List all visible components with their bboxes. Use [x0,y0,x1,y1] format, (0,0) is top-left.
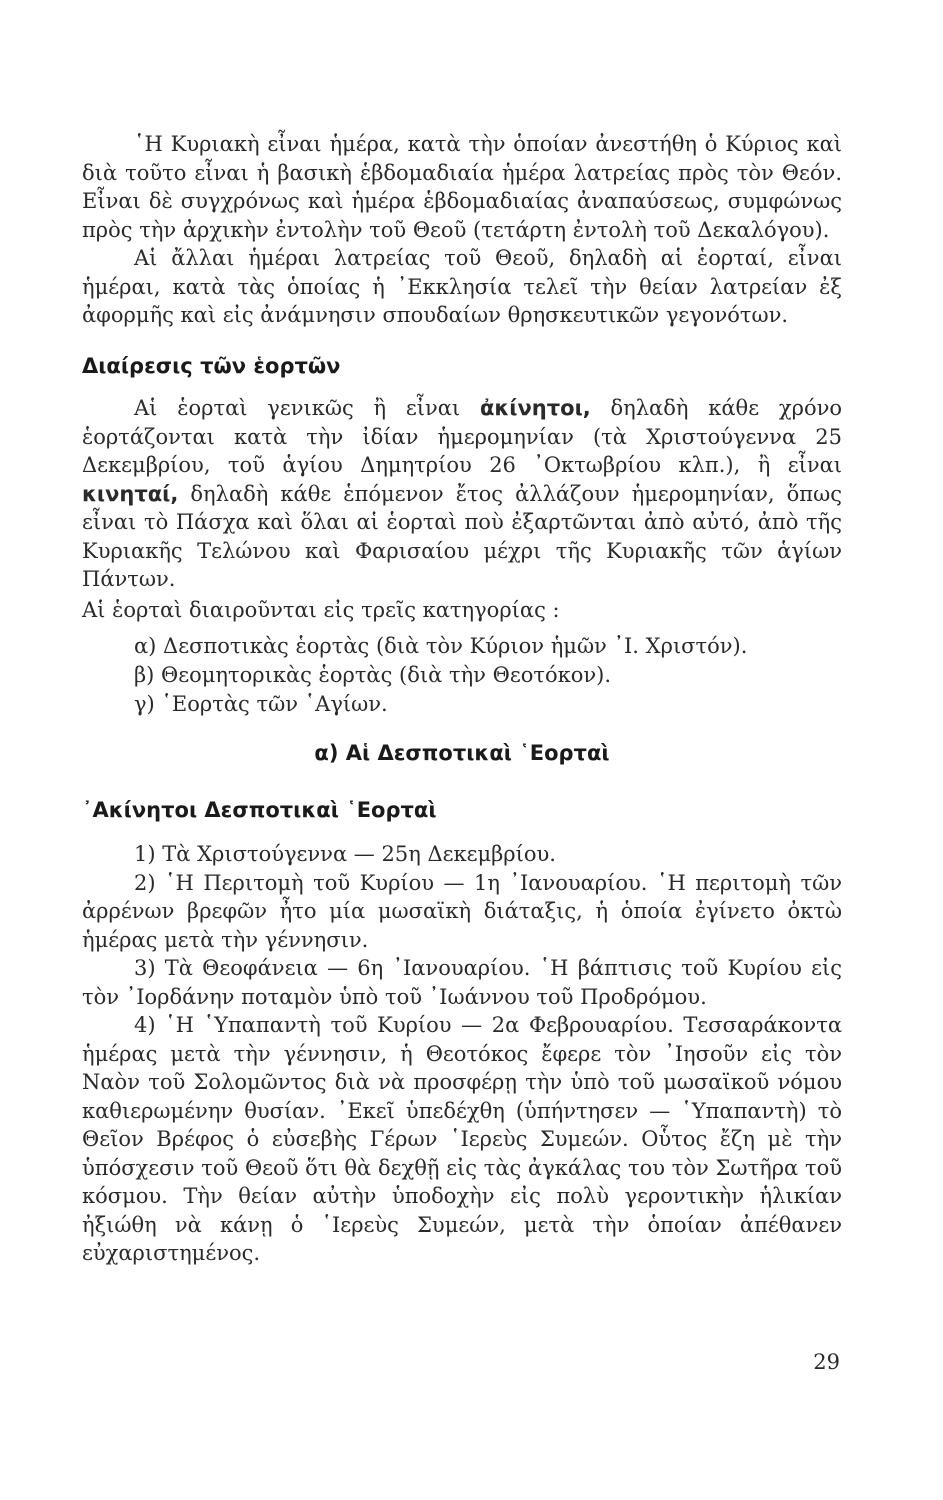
text-span: δηλαδὴ κάθε χρόνο ἑορτάζονται κατὰ τὴν ἰδίαν ἡμερομηνίαν (τὰ Χριστούγεννα 25 Δεκεμβρίου, τοῦ ἁγίου Δημητρίου 26 ᾿Οκτωβρίου κλπ.), ἢ εἶναι [82,396,842,477]
categories-intro: Αἱ ἑορταὶ διαιροῦνται εἰς τρεῖς κατηγορίας : [82,597,560,622]
section-heading: Διαίρεσις τῶν ἑορτῶν [82,353,341,378]
section-subtitle: ᾿Ακίνητοι Δεσποτικαὶ ῾Εορταὶ [82,797,437,822]
categories-list [82,632,842,719]
section-title: α) Αἱ Δεσποτικαὶ ῾Εορταὶ [314,741,610,765]
category-item: γ) ῾Εορτὰς τῶν ῾Αγίων. [134,692,388,716]
keyword-immovable: ἀκίνητοι, [479,396,591,420]
page-content [82,130,842,1268]
keyword-movable: κινηταί, [82,481,179,506]
feast-item: 1) Τὰ Χριστούγεννα — 25η Δεκεμβρίου. [134,842,556,866]
feast-item: 4) ῾Η ῾Υπαπαντὴ τοῦ Κυρίου — 2α Φεβρουαρίου. Τεσσαράκοντα ἡμέρας μετὰ τὴν γέννησιν, ἡ Θεοτόκος ἔφερε τὸν ᾿Ιησοῦν εἰς τὸν Ναὸν τοῦ Σολομῶντος διὰ νὰ προσφέρῃ τὴν ὑπὸ τοῦ μωσαϊκοῦ νόμου καθιερωμένην θυσίαν. ᾿Εκεῖ ὑπεδέχθη (ὑπήντησεν — ῾Υπαπαντὴ) τὸ Θεῖον Βρέφος ὁ εὐσεβὴς Γέρων ῾Ιερεὺς Συμεών. Οὗτος ἔζη μὲ τὴν ὑπόσχεσιν τοῦ Θεοῦ ὅτι θὰ δεχθῇ εἰς τὰς ἀγκάλας του τὸν Σωτῆρα τοῦ κόσμου. Τὴν θείαν αὐτὴν ὑποδοχὴν εἰς πολὺ γεροντικὴν ἡλικίαν ἠξιώθη νὰ κάνῃ ὁ ῾Ιερεὺς Συμεών, μετὰ τὴν ὁποίαν ἀπέθανεν εὐχαριστημένος. [82,1013,842,1265]
text-span: Αἱ ἑορταὶ γενικῶς ἢ εἶναι [134,396,480,420]
intro-paragraph: ῾Η Κυριακὴ εἶναι ἡμέρα, κατὰ τὴν ὁποίαν ἀνεστήθη ὁ Κύριος καὶ διὰ τοῦτο εἶναι ἡ βασικὴ ἑβδομαδιαία ἡμέρα λατρείας πρὸς τὸν Θεόν. Εἶναι δὲ συγχρόνως καὶ ἡμέρα ἑβδομαδιαίας ἀναπαύσεως, συμφώνως πρὸς τὴν ἀρχικὴν ἐντολὴν τοῦ Θεοῦ (τετάρτη ἐντολὴ τοῦ Δεκαλόγου). [82,132,842,242]
intro-paragraph-2: Αἱ ἄλλαι ἡμέραι λατρείας τοῦ Θεοῦ, δηλαδὴ αἱ ἑορταί, εἶναι ἡμέραι, κατὰ τὰς ὁποίας ἡ ᾿Εκκλησία τελεῖ τὴν θείαν λατρείαν ἐξ ἀφορμῆς καὶ εἰς ἀνάμνησιν σπουδαίων θρησκευτικῶν γεγονότων. [82,246,842,327]
text-span: δηλαδὴ κάθε ἑπόμενον ἔτος ἀλλάζουν ἡμερομηνίαν, ὅπως εἶναι τὸ Πάσχα καὶ ὅλαι αἱ ἑορταὶ ποὺ ἐξαρτῶνται ἀπὸ αὐτό, ἀπὸ τῆς Κυριακῆς Τελώνου καὶ Φαρισαίου μέχρι τῆς Κυριακῆς τῶν ἁγίων Πάντων. [82,481,842,591]
feast-item: 2) ῾Η Περιτομὴ τοῦ Κυρίου — 1η ᾿Ιανουαρίου. ῾Η περιτομὴ τῶν ἀρρένων βρεφῶν ἦτο μία μωσαϊκὴ διάταξις, ἡ ὁποία ἐγίνετο ὀκτὼ ἡμέρας μετὰ τὴν γέννησιν. [82,870,842,952]
page-number: 29 [813,1350,840,1374]
category-item: α) Δεσποτικὰς ἑορτὰς (διὰ τὸν Κύριον ἡμῶν ᾿Ι. Χριστόν). [134,634,748,658]
category-item: β) Θεομητορικὰς ἑορτὰς (διὰ τὴν Θεοτόκον). [134,663,612,687]
divisions-paragraph [82,394,842,594]
feast-item: 3) Τὰ Θεοφάνεια — 6η ᾿Ιανουαρίου. ῾Η βάπτισις τοῦ Κυρίου εἰς τὸν ᾿Ιορδάνην ποταμὸν ὑπὸ τοῦ ᾿Ιωάννου τοῦ Προδρόμου. [82,956,842,1009]
feast-list [82,840,842,1268]
